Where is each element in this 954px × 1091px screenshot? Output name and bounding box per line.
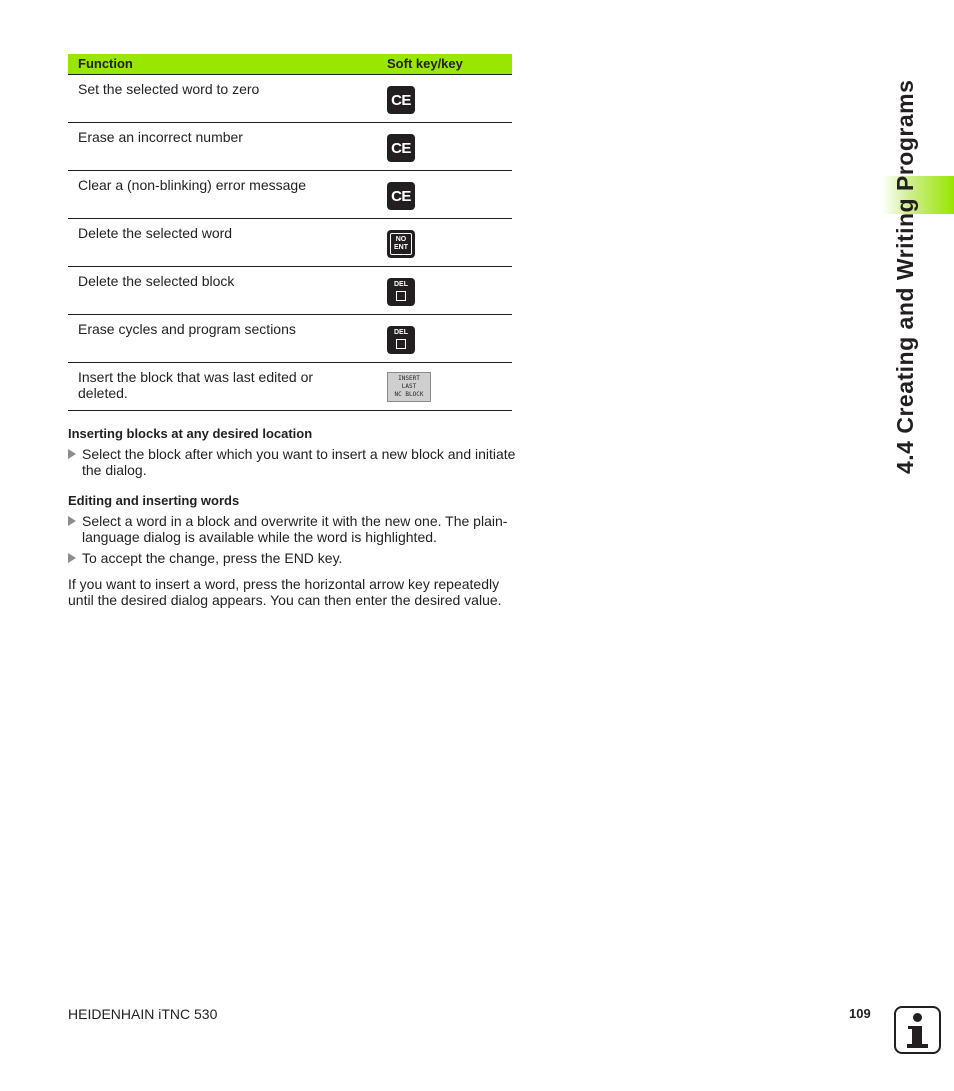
page-number: 109	[849, 1006, 871, 1021]
ce-key-icon: CE	[387, 86, 415, 114]
footer-product: HEIDENHAIN iTNC 530	[68, 1006, 218, 1022]
function-text: Clear a (non-blinking) error message	[78, 177, 306, 193]
list-item: Select a word in a block and overwrite it with the new one. The plain-language dialog is available while the word is highlighted.	[68, 513, 516, 545]
arrow-bullet-icon	[68, 449, 76, 459]
del-key-square-icon	[396, 291, 406, 301]
softkey-line1: INSERT	[398, 375, 420, 382]
table-row	[68, 219, 512, 267]
del-key-label: DEL	[394, 329, 408, 336]
function-text: Erase cycles and program sections	[78, 321, 296, 337]
function-text: Erase an incorrect number	[78, 129, 243, 145]
section-heading-inserting-blocks: Inserting blocks at any desired location	[68, 426, 313, 441]
ce-key-icon: CE	[387, 134, 415, 162]
function-text: Delete the selected word	[78, 225, 233, 241]
table-row	[68, 363, 512, 411]
function-text: Delete the selected block	[78, 273, 235, 289]
header-function: Function	[78, 56, 133, 71]
no-ent-key-line1: NO	[395, 236, 407, 243]
function-text: Set the selected word to zero	[78, 81, 260, 97]
chapter-title-vertical: 4.4 Creating and Writing Programs	[892, 79, 918, 474]
no-ent-key-icon	[387, 230, 415, 258]
softkey-line2: LAST	[401, 383, 417, 390]
table-header	[68, 54, 512, 75]
table-row	[68, 75, 512, 123]
del-key-icon	[387, 326, 415, 354]
arrow-bullet-icon	[68, 516, 76, 526]
softkey-line3: NC BLOCK	[394, 391, 424, 398]
info-icon	[894, 1006, 941, 1054]
del-key-icon	[387, 278, 415, 306]
insert-last-nc-block-softkey-icon	[387, 372, 431, 402]
table-row	[68, 315, 512, 363]
table-row	[68, 267, 512, 315]
no-ent-key-line2: ENT	[394, 244, 408, 251]
arrow-bullet-icon	[68, 553, 76, 563]
list-item: To accept the change, press the END key.	[68, 550, 518, 566]
ce-key-icon: CE	[387, 182, 415, 210]
table-row	[68, 123, 512, 171]
body-paragraph: If you want to insert a word, press the horizontal arrow key repeatedly until the desired dialog appears. You can then enter the desired value.	[68, 576, 502, 608]
section-heading-editing-words: Editing and inserting words	[68, 493, 240, 508]
table-row	[68, 171, 512, 219]
list-item: Select the block after which you want to insert a new block and initiate the dialog.	[68, 446, 518, 478]
function-table	[68, 54, 512, 411]
function-text: Insert the block that was last edited or deleted.	[78, 369, 314, 401]
del-key-label: DEL	[394, 281, 408, 288]
del-key-square-icon	[396, 339, 406, 349]
header-soft-key: Soft key/key	[387, 56, 463, 71]
